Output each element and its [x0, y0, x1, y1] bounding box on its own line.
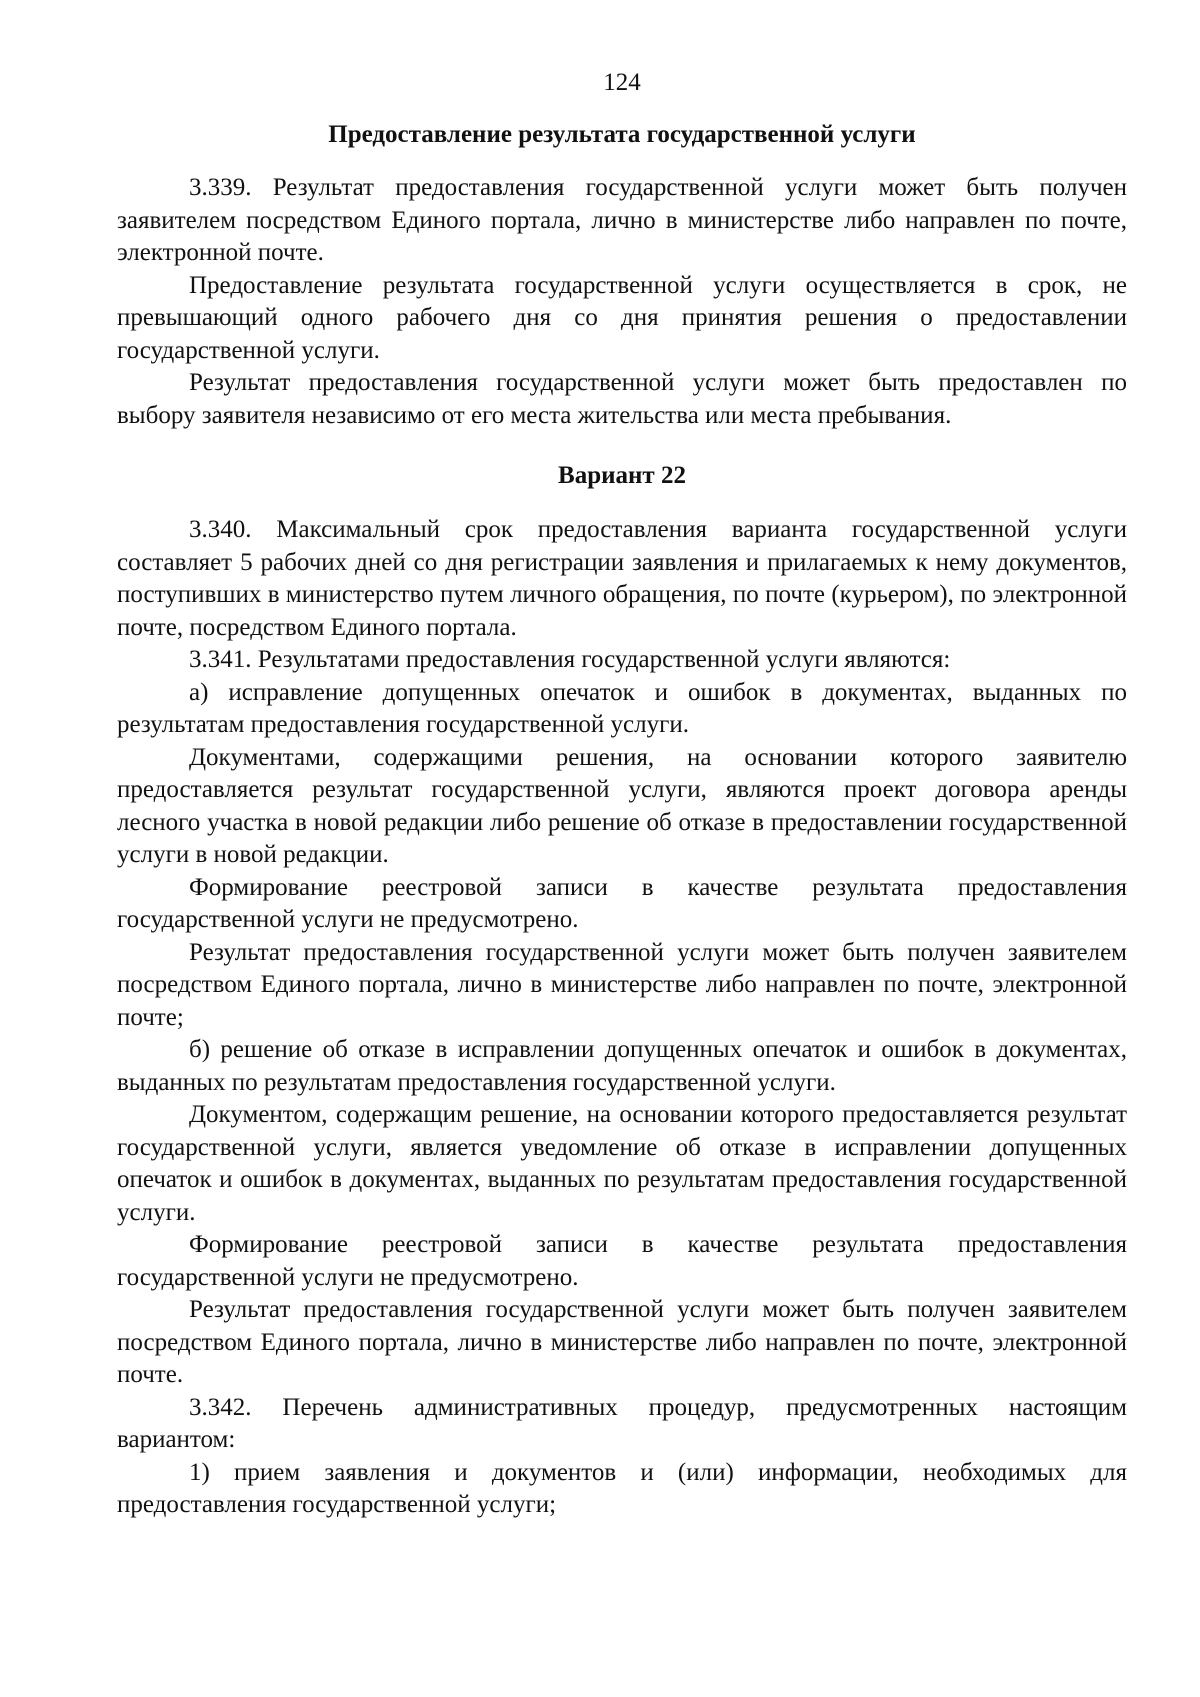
- paragraph: Предоставление результата государственной услуги осуществляется в срок, не превышающий одного рабочего дня со дня принятия решения о предоставлении государственной услуги.: [117, 271, 1127, 364]
- page-content: [117, 68, 1127, 1522]
- paragraph: Формирование реестровой записи в качестве результата предоставления государственной услуги не предусмотрено.: [117, 873, 1127, 933]
- paragraph: Результат предоставления государственной услуги может быть получен заявителем посредством Единого портала, лично в министерстве либо направлен по почте, электронной почте.: [117, 1296, 1127, 1388]
- list-item-paragraph: б) решение об отказе в исправлении допущенных опечаток и ошибок в документах, выданных по результатам предоставления государственной услуги.: [117, 1036, 1127, 1096]
- paragraph: Результат предоставления государственной услуги может быть предоставлен по выбору заявителя независимо от его места жительства или места пребывания.: [117, 369, 1127, 429]
- section-heading: Предоставление результата государственной услуги: [328, 121, 916, 148]
- paragraph: Формирование реестровой записи в качестве результата предоставления государственной услуги не предусмотрено.: [117, 1231, 1127, 1291]
- paragraph: Документами, содержащими решения, на основании которого заявителю предоставляется результат государственной услуги, являются проект договора аренды лесного участка в новой редакции либо решение об отказе в предоставлении государственной услуги в новой редакции.: [117, 743, 1127, 868]
- paragraph: 3.341. Результатами предоставления государственной услуги являются:: [189, 646, 951, 673]
- list-item-paragraph: 1) прием заявления и документов и (или) информации, необходимых для предоставления государственной услуги;: [117, 1458, 1127, 1518]
- paragraph: 3.342. Перечень административных процедур, предусмотренных настоящим вариантом:: [117, 1393, 1127, 1453]
- variant-heading: Вариант 22: [558, 462, 686, 489]
- page-number: 124: [603, 69, 641, 96]
- paragraph: Документом, содержащим решение, на основании которого предоставляется результат государственной услуги, является уведомление об отказе в исправлении допущенных опечаток и ошибок в документах, выданных по результатам предоставления государственной услуги.: [117, 1101, 1127, 1226]
- paragraph: 3.340. Максимальный срок предоставления варианта государственной услуги составляет 5 рабочих дней со дня регистрации заявления и прилагаемых к нему документов, поступивших в министерство путем личного обращения, по почте (курьером), по электронной почте, посредством Единого портала.: [117, 516, 1127, 641]
- list-item-paragraph: а) исправление допущенных опечаток и ошибок в документах, выданных по результатам предоставления государственной услуги.: [117, 678, 1127, 738]
- paragraph: 3.339. Результат предоставления государственной услуги может быть получен заявителем посредством Единого портала, лично в министерстве либо направлен по почте, электронной почте.: [117, 174, 1127, 266]
- paragraph: Результат предоставления государственной услуги может быть получен заявителем посредством Единого портала, лично в министерстве либо направлен по почте, электронной почте;: [117, 938, 1127, 1031]
